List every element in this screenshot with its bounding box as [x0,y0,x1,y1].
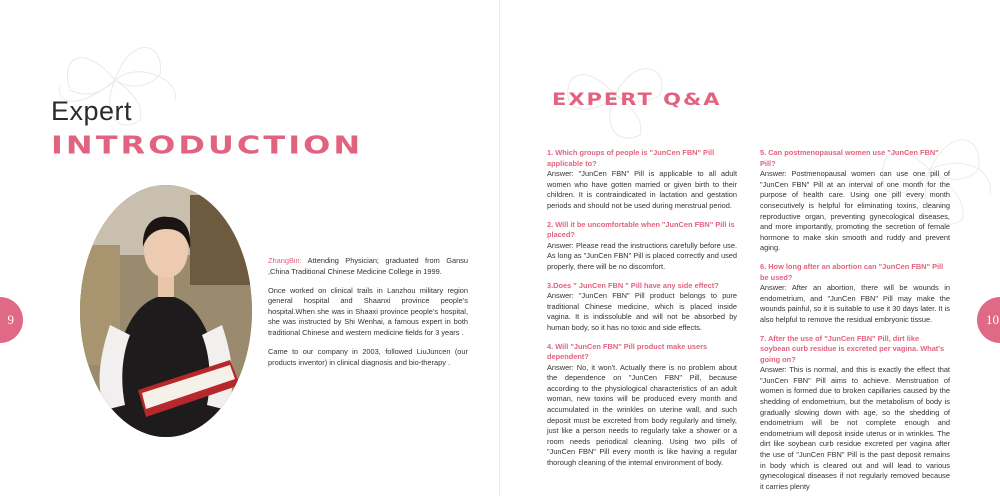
answer: Answer: Postmenopausal women can use one pill of "JunCen FBN" Pill at an interval of one month for the purpose of health care. Using one pill every month consecutively is helpful for eliminating toxins, cleaning reproductive organ, preventing gynecological diseases, and more importantly, promoting the secretion of female hormone to make skin smooth and ruddy and prevent aging. [760,169,950,253]
expert-portrait-photo [80,185,252,437]
bio-paragraph-3: Came to our company in 2003, followed LiuJuncen (our products inventor) in clinical diagnosis and bio-therapy . [268,347,468,367]
bio-paragraph-1 [268,256,468,277]
answer: Answer: "JunCen FBN" Pill is applicable to all adult women who have gotten married or given birth to their children. It is contraindicated in lactation and gestation periods and should not be used during menstrual period. [547,169,737,210]
expert-bio [268,256,468,377]
question: 7. After the use of "JunCen FBN" Pill, dirt like soybean curb residue is excreted per vagina. What's going on? [760,333,945,364]
answer: Answer: After an abortion, there will be wounds in endometrium, and "JunCen FBN" Pill may make the wounds painful, so it is suitable to use it 30 days later. It is also helpful to remove the residual embryonic tissue. [760,283,950,324]
expert-name: ZhangBin: [268,256,302,265]
bio-paragraph-2: Once worked on clinical trails in Lanzhou military region general hospital and Shaanxi province people’s hospital.When she was in Shaaxi province people’s hospital, she was instructed by Shi Wenhai, a famous expert in both traditional Chinese and western medicine fields for 3 years . [268,285,468,338]
left-page [0,0,500,496]
question: 4. Will "JunCen FBN" Pill product make users dependent? [547,341,708,362]
qa-column-2 [760,148,950,500]
page-number-9: 9 [0,297,23,343]
bio-intro: Attending Physician; graduated from Gansu ,China Traditional Chinese Medicine College in 1999. [268,256,468,276]
answer: Answer: Please read the instructions carefully before use. As long as "JunCen FBN" Pill is placed correctly and used properly, there will be no discomfort. [547,240,737,271]
qa-column-1 [547,148,737,477]
question: 2. Will it be uncomfortable when "JunCen FBN" Pill is placed? [547,219,735,240]
heading-introduction: INTRODUCTION [51,130,364,160]
question: 1. Which groups of people is "JunCen FBN" Pill applicable to? [547,148,715,168]
qa-item-4 [547,342,737,469]
heading-expert: Expert [51,96,133,126]
qa-item-3 [547,281,737,334]
qa-item-6 [760,262,950,326]
answer: Answer: "JunCen FBN" Pill product belongs to pure traditional Chinese medicine, which is placed inside vagina. It is indissoluble and will not be absorbed by human body, so it has no toxic and side effects. [547,291,737,332]
answer: Answer: This is normal, and this is exactly the effect that "JunCen FBN" Pill aims to achieve. Menstruation of women is formed due to broken capillaries caused by the shedding of endometrium, but the metabolism of body is gradually slowing down with age, so the shedding of endometrium will be not complete enough and endometrium will deposit inside uterus or in wrinkles. The dirt like soybean curb residue excreted per vagina after the use of "JunCen FBN" Pill is the past deposit remains in body which is cleared out and will lead to various gynecological diseases if not regularly removed because it carries plenty [760,365,950,491]
question: 6. How long after an abortion can "JunCen FBN" Pill be used? [760,261,944,282]
qa-item-5 [760,148,950,254]
qa-item-1 [547,148,737,212]
question: 5. Can postmenopausal women use "JunCen FBN" Pill? [760,148,939,168]
question: 3.Does " JunCen FBN " Pill have any side effect? [547,280,719,290]
qa-item-7 [760,334,950,493]
answer: Answer: No, it won't. Actually there is no problem about the dependence on "JunCen FBN" Pill, because according to the physiological characteristics of an adult woman, new toxins will be produced every month and accumulated in the wrinkles on uterine wall, and such deposit must be excreted from body regularly and timely, just like a person needs to regularly take a shower or a room needs periodical cleaning. Using two pills of "JunCen FBN" Pill every month is like having a regular thorough cleaning of the internal environment of body. [547,362,737,468]
qa-title: EXPERT Q&A [552,90,722,110]
page-number-10: 10 [977,297,1000,343]
qa-item-2 [547,220,737,273]
right-page [500,0,1000,496]
